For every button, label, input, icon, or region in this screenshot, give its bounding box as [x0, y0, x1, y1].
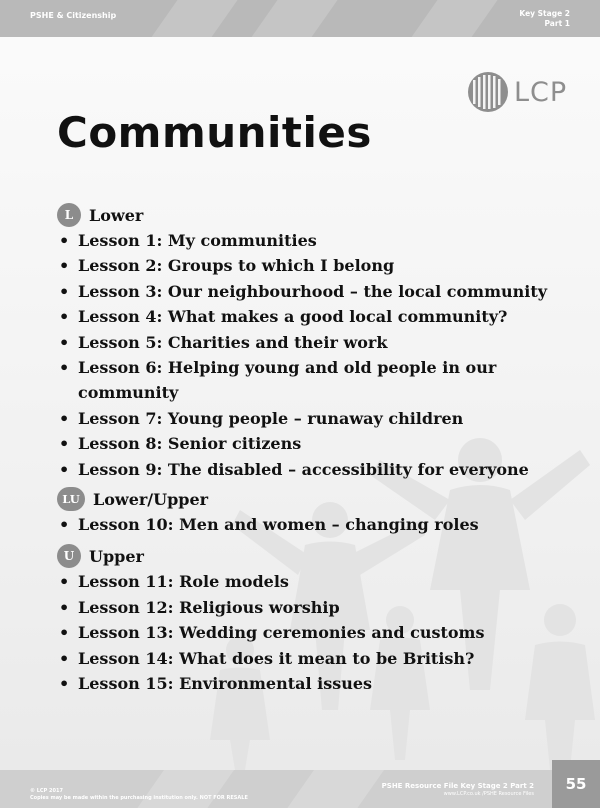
lesson-item: • Lesson 13: Wedding ceremonies and customs	[57, 620, 577, 645]
lesson-item: • Lesson 6: Helping young and old people in our community	[57, 355, 577, 406]
section-heading-lower	[57, 202, 577, 228]
footer-copyright	[30, 788, 248, 802]
footer-band	[0, 770, 552, 808]
section-lower-upper	[57, 486, 577, 537]
lesson-item: • Lesson 8: Senior citizens	[57, 431, 577, 456]
subject-label: PSHE & Citizenship	[30, 11, 117, 20]
lesson-list-upper	[57, 569, 577, 696]
lesson-item: • Lesson 9: The disabled – accessibility for everyone	[57, 457, 577, 482]
section-lower	[57, 202, 577, 482]
lesson-item: • Lesson 10: Men and women – changing roles	[57, 512, 577, 537]
section-title: Lower	[89, 205, 144, 225]
lesson-list-lower-upper	[57, 512, 577, 537]
publication-title: PSHE Resource File Key Stage 2 Part 2	[381, 782, 534, 790]
resale-notice: Copies may be made within the purchasing institution only. NOT FOR RESALE	[30, 795, 248, 801]
lesson-contents	[57, 202, 577, 697]
page-title: Communities	[57, 108, 372, 157]
lesson-item: • Lesson 14: What does it mean to be British?	[57, 646, 577, 671]
lesson-item: • Lesson 11: Role models	[57, 569, 577, 594]
part-line: Part 1	[544, 19, 570, 28]
key-stage-line: Key Stage 2	[519, 9, 570, 18]
header-band	[0, 0, 600, 37]
key-stage-label	[519, 9, 570, 29]
lesson-list-lower	[57, 228, 577, 482]
publication-url: www.LCP.co.uk /PSHE Resource Files	[443, 791, 534, 797]
copyright-text: © LCP 2017	[30, 788, 63, 794]
logo-text: LCP	[514, 76, 568, 108]
upper-badge-icon: U	[57, 544, 81, 568]
lesson-item: • Lesson 3: Our neighbourhood – the local community	[57, 279, 577, 304]
lcp-logo	[468, 72, 578, 112]
lesson-item: • Lesson 4: What makes a good local community?	[57, 304, 577, 329]
lesson-item: • Lesson 12: Religious worship	[57, 595, 577, 620]
lower-upper-badge-icon: LU	[57, 487, 85, 511]
section-title: Lower/Upper	[93, 489, 209, 509]
page-number: 55	[552, 760, 600, 808]
lower-badge-icon: L	[57, 203, 81, 227]
section-heading-upper	[57, 543, 577, 569]
section-title: Upper	[89, 546, 144, 566]
lesson-item: • Lesson 2: Groups to which I belong	[57, 253, 577, 278]
lesson-item: • Lesson 1: My communities	[57, 228, 577, 253]
lesson-item: • Lesson 7: Young people – runaway children	[57, 406, 577, 431]
section-heading-lower-upper	[57, 486, 577, 512]
lesson-item: • Lesson 15: Environmental issues	[57, 671, 577, 696]
lesson-item: • Lesson 5: Charities and their work	[57, 330, 577, 355]
section-upper	[57, 543, 577, 696]
logo-mark-icon	[468, 72, 508, 112]
footer-publication	[382, 782, 534, 798]
